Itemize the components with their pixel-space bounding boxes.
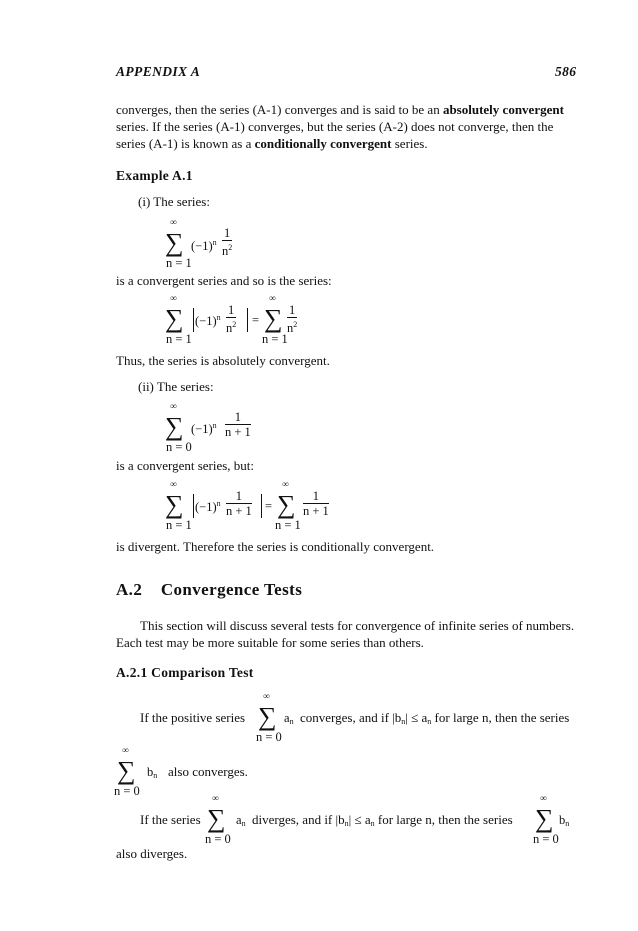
- sigma-symbol: ∑: [535, 804, 554, 833]
- sigma-symbol: ∑: [117, 756, 136, 785]
- sigma-symbol: ∑: [165, 412, 184, 441]
- n: n: [287, 321, 294, 335]
- abs-bar-right: [247, 308, 248, 332]
- fraction-one-over-n-squared: [287, 303, 297, 335]
- exponent-2: 2: [228, 243, 233, 252]
- upper-limit-infinity: ∞: [170, 294, 177, 304]
- sigma-symbol: ∑: [207, 804, 226, 833]
- upper-limit-infinity: ∞: [263, 692, 270, 702]
- statement-end: also diverges.: [116, 846, 188, 861]
- denominator: n + 1: [225, 425, 251, 439]
- text: for large n, then the series: [434, 710, 570, 725]
- alternating-factor: [195, 313, 221, 329]
- lower-limit: n = 1: [262, 332, 288, 346]
- example-part-2-conclusion: is divergent. Therefore the series is conditionally convergent.: [116, 539, 435, 554]
- lower-limit: n = 0: [256, 730, 282, 744]
- fraction-one-over-n-plus-1: [225, 410, 251, 439]
- term-a-n: [236, 813, 246, 828]
- sigma-symbol: ∑: [277, 490, 296, 519]
- equals-sign: =: [252, 313, 260, 327]
- subscript-n: n: [289, 717, 294, 726]
- denominator: [222, 241, 232, 258]
- lower-limit: n = 0: [533, 832, 559, 846]
- statement-text: [252, 812, 513, 831]
- lower-limit: n = 1: [275, 518, 301, 532]
- fraction-one-over-n-squared: [222, 226, 232, 258]
- alternating-factor: [191, 421, 217, 437]
- text: for large n, then the series: [377, 812, 513, 827]
- upper-limit-infinity: ∞: [122, 746, 129, 756]
- numerator: 1: [289, 303, 296, 317]
- sigma-symbol: ∑: [165, 304, 184, 333]
- sigma-symbol: ∑: [165, 228, 184, 257]
- subsection-heading: A.2.1 Comparison Test: [116, 665, 254, 680]
- section-heading: [116, 580, 302, 600]
- intro-line-2: series. If the series (A-1) converges, but the series (A-2) does not converge, then the: [116, 119, 554, 134]
- upper-limit-infinity: ∞: [170, 218, 177, 228]
- exponent-n: n: [212, 238, 217, 247]
- numerator: 1: [228, 303, 235, 317]
- subscript-n: n: [370, 819, 375, 828]
- term-absolutely-convergent: absolutely convergent: [442, 102, 564, 117]
- subscript-n: n: [565, 819, 570, 828]
- subscript-n: n: [427, 717, 432, 726]
- example-title: Example A.1: [116, 168, 193, 183]
- upper-limit-infinity: ∞: [170, 480, 177, 490]
- sigma-symbol: ∑: [165, 490, 184, 519]
- subscript-n: n: [401, 717, 406, 726]
- intro-line-1: [116, 102, 564, 117]
- a: a: [236, 813, 242, 827]
- exponent-2: 2: [293, 320, 298, 329]
- denominator: n + 1: [226, 504, 252, 518]
- fraction-one-over-n-plus-1: [226, 489, 252, 518]
- upper-limit-infinity: ∞: [269, 294, 276, 304]
- neg-one: (−1): [191, 239, 213, 253]
- n: n: [222, 244, 229, 258]
- statement-text: If the series: [140, 812, 201, 827]
- lower-limit: n = 0: [114, 784, 140, 798]
- fraction-one-over-n-plus-1: [303, 489, 329, 518]
- section-title: Convergence Tests: [160, 580, 303, 599]
- numerator: 1: [225, 410, 251, 425]
- text: | ≤ a: [405, 710, 428, 725]
- numerator: 1: [303, 489, 329, 504]
- subscript-n: n: [241, 819, 246, 828]
- abs-bar-left: [193, 308, 194, 332]
- term-conditionally-convergent: conditionally convergent: [254, 136, 392, 151]
- denominator: [226, 318, 236, 335]
- neg-one: (−1): [195, 314, 217, 328]
- section-paragraph-line-1: This section will discuss several tests for convergence of infinite series of numbers.: [140, 618, 575, 633]
- denominator: [287, 318, 297, 335]
- b: b: [147, 765, 154, 779]
- page-number: 586: [555, 64, 577, 79]
- section-number: A.2: [116, 580, 143, 599]
- lower-limit: n = 1: [166, 518, 192, 532]
- numerator: 1: [226, 489, 252, 504]
- exponent-n: n: [216, 499, 221, 508]
- term-a-n: [284, 711, 294, 726]
- term-b-n: [559, 813, 569, 828]
- statement-text: If the positive series: [140, 710, 246, 725]
- exponent-n: n: [212, 421, 217, 430]
- sigma-symbol: ∑: [258, 702, 277, 731]
- example-part-2-after: is a convergent series, but:: [116, 458, 255, 473]
- n: n: [226, 321, 233, 335]
- subscript-n: n: [153, 771, 158, 780]
- alternating-factor: [195, 499, 221, 515]
- lower-limit: n = 1: [166, 256, 192, 270]
- intro-text: series.: [391, 136, 428, 151]
- lower-limit: n = 0: [205, 832, 231, 846]
- intro-line-3: [116, 136, 428, 151]
- numerator: 1: [224, 226, 231, 240]
- lower-limit: n = 1: [166, 332, 192, 346]
- subscript-n: n: [344, 819, 349, 828]
- text: converges, and if |b: [300, 710, 402, 725]
- upper-limit-infinity: ∞: [282, 480, 289, 490]
- alternating-factor: [191, 238, 217, 254]
- neg-one: (−1): [191, 422, 213, 436]
- example-part-2-label: (ii) The series:: [138, 379, 214, 394]
- statement-text: [300, 710, 569, 729]
- running-header-chapter: APPENDIX A: [116, 64, 201, 79]
- example-part-1-after: is a convergent series and so is the series:: [116, 273, 332, 288]
- example-part-1-conclusion: Thus, the series is absolutely convergent.: [116, 353, 330, 368]
- fraction-one-over-n-squared: [226, 303, 236, 335]
- intro-text: series (A-1) is known as a: [116, 136, 255, 151]
- example-part-1-label: (i) The series:: [138, 194, 210, 209]
- statement-end: also converges.: [168, 764, 248, 779]
- upper-limit-infinity: ∞: [540, 794, 547, 804]
- upper-limit-infinity: ∞: [170, 402, 177, 412]
- neg-one: (−1): [195, 500, 217, 514]
- text: | ≤ a: [348, 812, 371, 827]
- lower-limit: n = 0: [166, 440, 192, 454]
- intro-text: converges, then the series (A-1) converges and is said to be an: [116, 102, 443, 117]
- equals-sign: =: [265, 499, 273, 513]
- a: a: [284, 711, 290, 725]
- sigma-symbol: ∑: [264, 304, 283, 333]
- abs-bar-right: [261, 494, 262, 518]
- abs-bar-left: [193, 494, 194, 518]
- exponent-n: n: [216, 313, 221, 322]
- b: b: [559, 813, 566, 827]
- section-paragraph-line-2: Each test may be more suitable for some series than others.: [116, 635, 424, 650]
- exponent-2: 2: [232, 320, 237, 329]
- denominator: n + 1: [303, 504, 329, 518]
- upper-limit-infinity: ∞: [212, 794, 219, 804]
- text: diverges, and if |b: [252, 812, 345, 827]
- term-b-n: [147, 765, 157, 780]
